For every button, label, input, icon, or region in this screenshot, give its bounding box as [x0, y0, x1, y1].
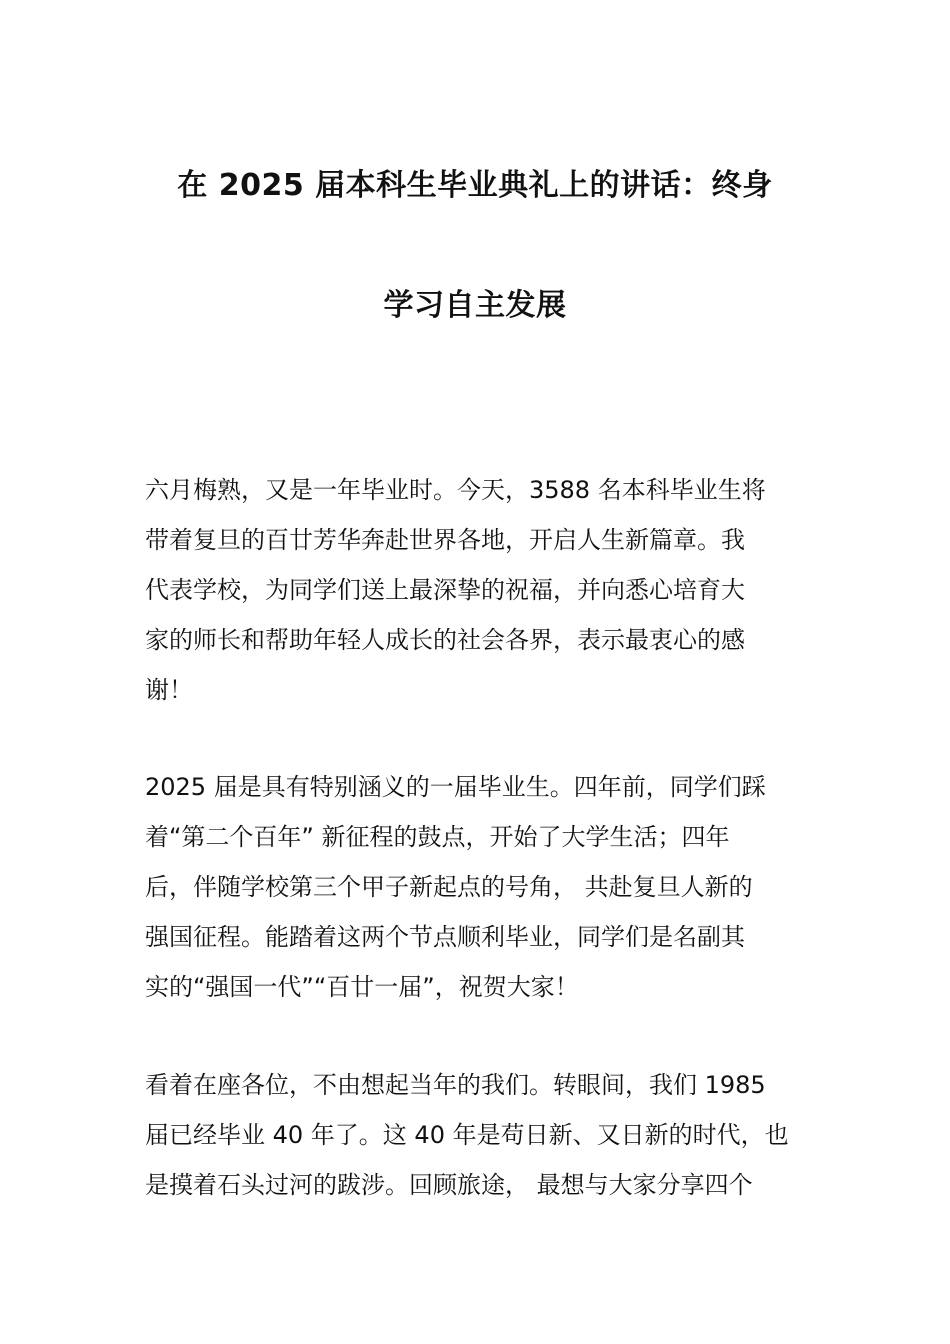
- paragraph-line: 代表学校，为同学们送上最深挚的祝福，并向悉心培育大: [145, 576, 745, 604]
- paragraph-line: 2025 届是具有特别涵义的一届毕业生。四年前，同学们踩: [145, 773, 766, 801]
- paragraph-line: 六月梅熟，又是一年毕业时。今天，3588 名本科毕业生将: [145, 476, 766, 504]
- paragraph-line: 后，伴随学校第三个甲子新起点的号角， 共赴复旦人新的: [145, 873, 753, 901]
- paragraph-line: 着“第二个百年” 新征程的鼓点，开始了大学生活；四年: [145, 823, 730, 851]
- paragraph-line: 届已经毕业 40 年了。这 40 年是苟日新、又日新的时代，也: [145, 1121, 789, 1149]
- document-title-line-1: 在 2025 届本科生毕业典礼上的讲话：终身: [177, 168, 773, 203]
- document-title-line-2: 学习自主发展: [383, 288, 567, 323]
- paragraph-line: 家的师长和帮助年轻人成长的社会各界，表示最衷心的感: [145, 626, 745, 654]
- paragraph-line: 看着在座各位，不由想起当年的我们。转眼间，我们 1985: [145, 1071, 766, 1099]
- paragraph-line: 是摸着石头过河的跋涉。回顾旅途， 最想与大家分享四个: [145, 1171, 753, 1199]
- paragraph-line: 谢！: [145, 676, 193, 704]
- paragraph-3: [145, 1060, 815, 1210]
- paragraph-2: [145, 762, 815, 1012]
- paragraph-line: 强国征程。能踏着这两个节点顺利毕业，同学们是名副其: [145, 923, 745, 951]
- paragraph-line: 实的“强国一代”“百廿一届”，祝贺大家！: [145, 973, 579, 1001]
- paragraph-line: 带着复旦的百廿芳华奔赴世界各地，开启人生新篇章。我: [145, 526, 745, 554]
- paragraph-1: [145, 465, 815, 715]
